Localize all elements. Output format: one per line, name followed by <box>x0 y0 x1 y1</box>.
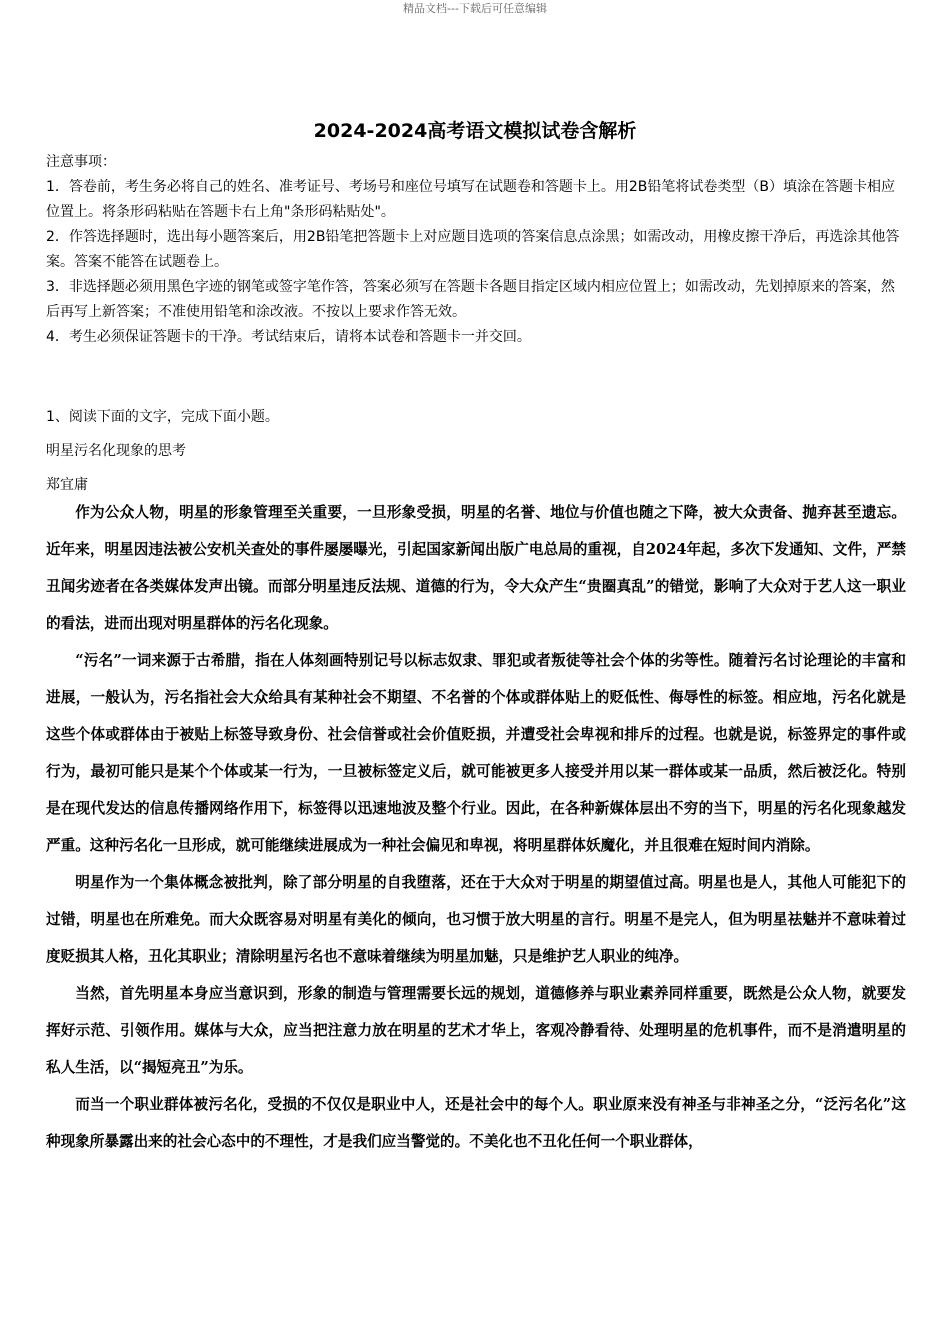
notice-item: 1．答卷前，考生务必将自己的姓名、准考证号、考场号和座位号填写在试题卷和答题卡上。用2B铅笔将试卷类型（B）填涂在答题卡相应位置上。将条形码粘贴在答题卡右上角"条形码粘贴处"。 <box>46 179 896 220</box>
question-header <box>46 400 906 502</box>
article-body <box>46 494 906 1160</box>
article-paragraph: 而当一个职业群体被污名化，受损的不仅仅是职业中人，还是社会中的每个人。职业原来没有神圣与非神圣之分，“泛污名化”这种现象所暴露出来的社会心态中的不理性，才是我们应当警觉的。不美化也不丑化任何一个职业群体， <box>46 1096 906 1150</box>
article-paragraph: 当然，首先明星本身应当意识到，形象的制造与管理需要长远的规划，道德修养与职业素养同样重要，既然是公众人物，就要发挥好示范、引领作用。媒体与大众，应当把注意力放在明星的艺术才华上，客观冷静看待、处理明星的危机事件，而不是消遣明星的私人生活，以“揭短亮丑”为乐。 <box>46 985 906 1076</box>
notice-heading: 注意事项： <box>46 154 116 170</box>
article-paragraph: “污名”一词来源于古希腊，指在人体刻画特别记号以标志奴隶、罪犯或者叛徒等社会个体的劣等性。随着污名讨论理论的丰富和进展，一般认为，污名指社会大众给具有某种社会不期望、不名誉的个体或群体贴上的贬低性、侮辱性的标签。相应地，污名化就是这些个体或群体由于被贴上标签导致身份、社会信誉或社会价值贬损，并遭受社会卑视和排斥的过程。也就是说，标签界定的事件或行为，最初可能只是某个个体或某一行为，一旦被标签定义后，就可能被更多人接受并用以某一群体或某一品质，然后被泛化。特别是在现代发达的信息传播网络作用下，标签得以迅速地波及整个行业。因此，在各种新媒体层出不穷的当下，明星的污名化现象越发严重。这种污名化一旦形成，就可能继续进展成为一种社会偏见和卑视，将明星群体妖魔化，并且很难在短时间内消除。 <box>46 652 906 854</box>
notice-section <box>46 150 906 350</box>
page-title: 2024-2024高考语文模拟试卷含解析 <box>313 120 637 142</box>
notice-item: 2．作答选择题时，选出每小题答案后，用2B铅笔把答题卡上对应题目选项的答案信息点涂黑；如需改动，用橡皮擦干净后，再选涂其他答案。答案不能答在试题卷上。 <box>46 229 900 270</box>
notice-item: 3．非选择题必须用黑色字迹的钢笔或签字笔作答，答案必须写在答题卡各题目指定区域内相应位置上；如需改动，先划掉原来的答案，然后再写上新答案；不准使用铅笔和涂改液。不按以上要求作答无效。 <box>46 279 895 320</box>
article-title: 明星污名化现象的思考 <box>46 443 186 459</box>
article-paragraph: 明星作为一个集体概念被批判，除了部分明星的自我堕落，还在于大众对于明星的期望值过高。明星也是人，其他人可能犯下的过错，明星也在所难免。而大众既容易对明星有美化的倾向，也习惯于放大明星的言行。明星不是完人，但为明星祛魅并不意味着过度贬损其人格，丑化其职业；清除明星污名也不意味着继续为明星加魅，只是维护艺人职业的纯净。 <box>46 874 906 965</box>
header-note: 精品文档---下载后可任意编辑 <box>403 2 547 15</box>
article-author: 郑宜庸 <box>46 477 88 493</box>
question-instruction: 1、阅读下面的文字，完成下面小题。 <box>46 409 279 425</box>
article-paragraph: 作为公众人物，明星的形象管理至关重要，一旦形象受损，明星的名誉、地位与价值也随之下降，被大众责备、抛弃甚至遗忘。近年来，明星因违法被公安机关查处的事件屡屡曝光，引起国家新闻出版广电总局的重视，自2024年起，多次下发通知、文件，严禁丑闻劣迹者在各类媒体发声出镜。而部分明星违反法规、道德的行为，令大众产生“贵圈真乱”的错觉，影响了大众对于艺人这一职业的看法，进而出现对明星群体的污名化现象。 <box>46 504 906 632</box>
notice-item: 4．考生必须保证答题卡的干净。考试结束后，请将本试卷和答题卡一并交回。 <box>46 329 531 345</box>
